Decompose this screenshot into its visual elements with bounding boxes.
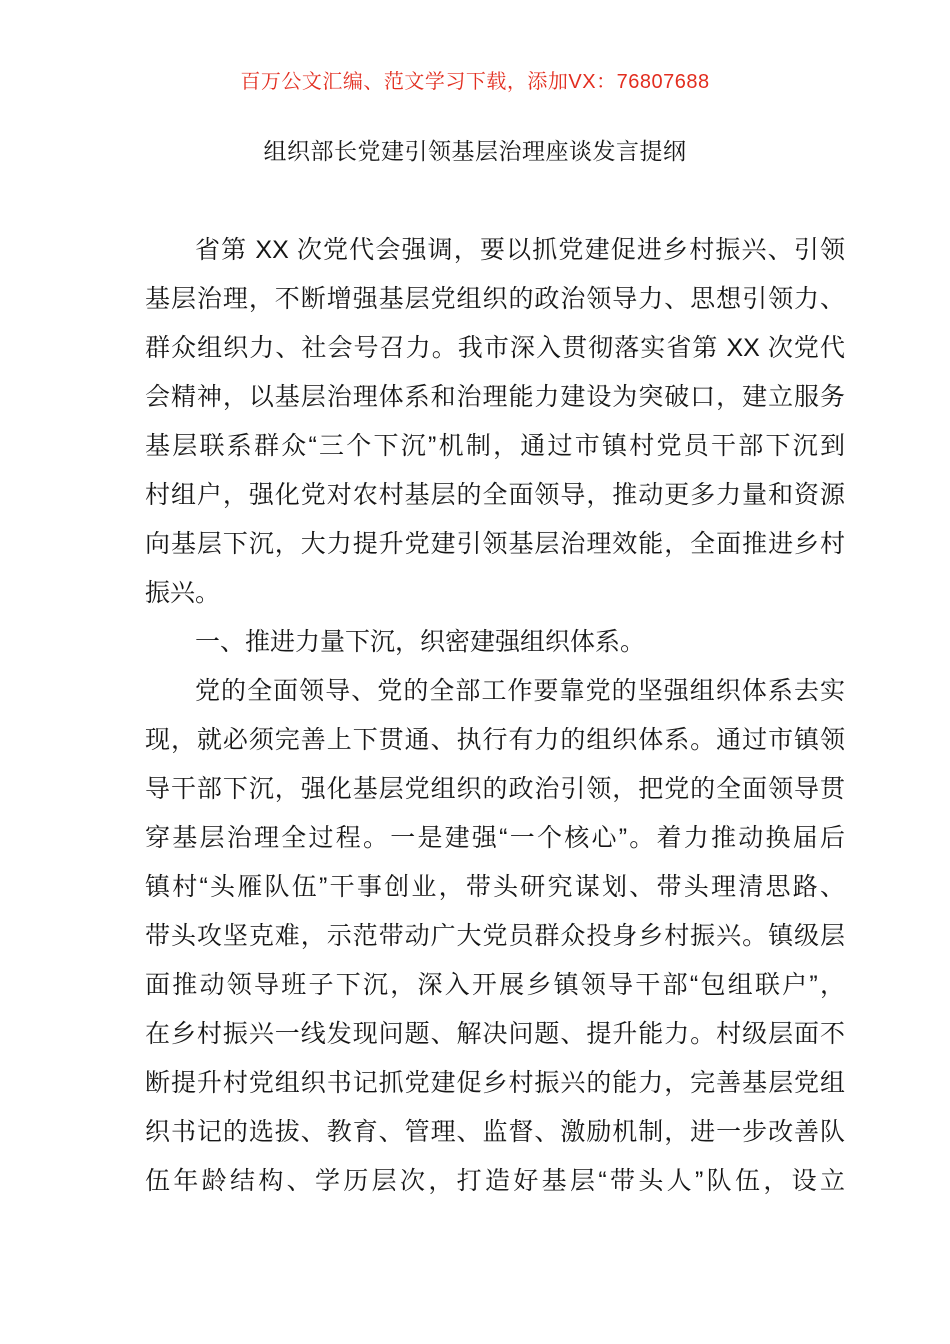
- body-text-line: 断提升村党组织书记抓党建促乡村振兴的能力，完善基层党组: [145, 1069, 845, 1097]
- body-text-line: 在乡村振兴一线发现问题、解决问题、提升能力。村级层面不: [145, 1020, 845, 1048]
- body-text-line: 会精神，以基层治理体系和治理能力建设为突破口，建立服务: [145, 383, 845, 411]
- body-text-line: 省第 XX 次党代会强调，要以抓党建促进乡村振兴、引领: [195, 236, 845, 264]
- header-notice: 百万公文汇编、范文学习下载，添加VX：76807688: [240, 71, 710, 93]
- body-text-line: 村组户，强化党对农村基层的全面领导，推动更多力量和资源: [145, 481, 845, 509]
- document-body: [145, 226, 845, 1206]
- body-text-line: 伍年龄结构、学历层次，打造好基层“带头人”队伍，设立: [145, 1167, 845, 1195]
- body-text-line: 振兴。: [145, 579, 221, 607]
- body-text-line: 带头攻坚克难，示范带动广大党员群众投身乡村振兴。镇级层: [145, 922, 845, 950]
- body-text-line: 群众组织力、社会号召力。我市深入贯彻落实省第 XX 次党代: [145, 334, 845, 362]
- body-text-line: 织书记的选拔、教育、管理、监督、激励机制，进一步改善队: [145, 1118, 845, 1146]
- body-text-line: 向基层下沉，大力提升党建引领基层治理效能，全面推进乡村: [145, 530, 845, 558]
- body-text-line: 现，就必须完善上下贯通、执行有力的组织体系。通过市镇领: [145, 726, 845, 754]
- body-text-line: 镇村“头雁队伍”干事创业，带头研究谋划、带头理清思路、: [145, 873, 845, 901]
- body-text-line: 党的全面领导、党的全部工作要靠党的坚强组织体系去实: [195, 677, 845, 705]
- section-heading-line: 一、推进力量下沉，织密建强组织体系。: [195, 628, 646, 656]
- body-text-line: 导干部下沉，强化基层党组织的政治引领，把党的全面领导贯: [145, 775, 845, 803]
- body-text-line: 基层治理，不断增强基层党组织的政治领导力、思想引领力、: [145, 285, 845, 313]
- body-text-line: 面推动领导班子下沉，深入开展乡镇领导干部“包组联户”，: [145, 971, 845, 999]
- document-title: 组织部长党建引领基层治理座谈发言提纲: [263, 138, 687, 164]
- body-text-line: 基层联系群众“三个下沉”机制，通过市镇村党员干部下沉到: [145, 432, 845, 460]
- body-text-line: 穿基层治理全过程。一是建强“一个核心”。着力推动换届后: [145, 824, 845, 852]
